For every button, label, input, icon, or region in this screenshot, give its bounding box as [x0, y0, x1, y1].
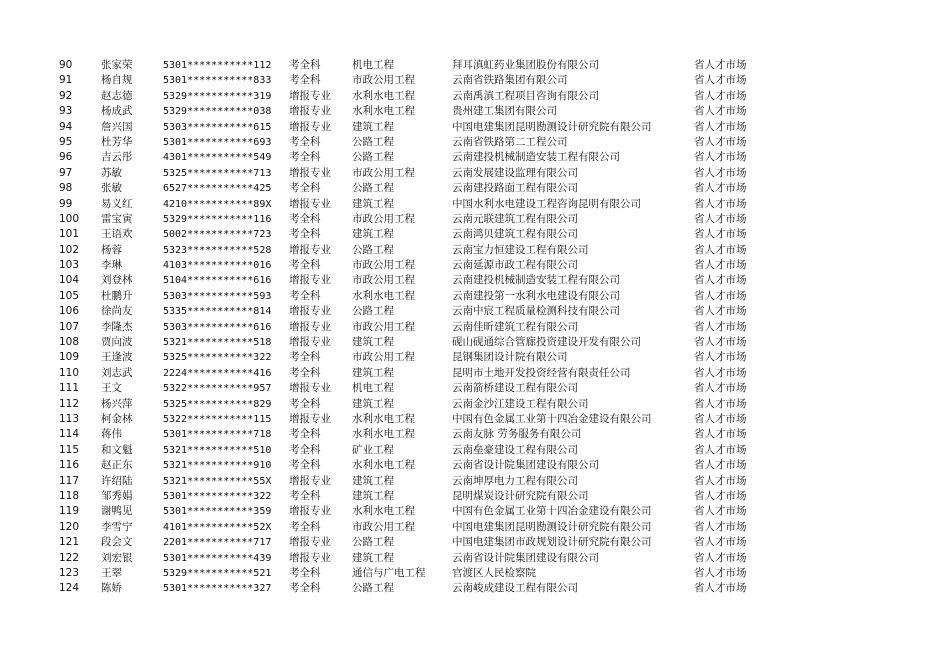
- source: 省人才市场: [694, 243, 747, 256]
- table-row: [0, 58, 936, 73]
- table-row: [0, 412, 936, 427]
- row-number: 103: [59, 259, 80, 272]
- work-unit: 云南延源市政工程有限公司: [452, 259, 578, 272]
- person-name: 李雪宁: [101, 520, 133, 533]
- work-unit: 云南峻成建设工程有限公司: [452, 582, 578, 595]
- major: 建筑工程: [352, 489, 394, 502]
- row-number: 122: [59, 551, 80, 564]
- major: 机电工程: [352, 382, 394, 395]
- major: 水利水电工程: [352, 428, 415, 441]
- exam-type: 考全科: [289, 351, 321, 364]
- id-number: 5329***********116: [163, 213, 272, 225]
- exam-type: 考全科: [289, 74, 321, 87]
- person-name: 蒋伟: [101, 428, 122, 441]
- row-number: 104: [59, 274, 80, 287]
- table-row: [0, 489, 936, 504]
- table-row: [0, 535, 936, 550]
- table-row: [0, 150, 936, 165]
- exam-type: 考全科: [289, 566, 321, 579]
- work-unit: 昆钢集团设计院有限公司: [452, 351, 568, 364]
- id-number: 4101***********52X: [163, 521, 272, 533]
- id-number: 6527***********425: [163, 183, 272, 195]
- row-number: 119: [59, 505, 80, 518]
- id-number: 5335***********814: [163, 306, 272, 318]
- id-number: 5329***********521: [163, 567, 272, 579]
- row-number: 91: [59, 74, 73, 87]
- work-unit: 中国水利水电建设工程咨询昆明有限公司: [452, 197, 641, 210]
- row-number: 118: [59, 489, 80, 502]
- work-unit: 云南鸿贝建筑工程有限公司: [452, 228, 578, 241]
- major: 水利水电工程: [352, 505, 415, 518]
- id-number: 5321***********510: [163, 444, 272, 456]
- exam-type: 考全科: [289, 520, 321, 533]
- person-name: 杨蓉: [101, 243, 122, 256]
- row-number: 110: [59, 366, 80, 379]
- major: 建筑工程: [352, 336, 394, 349]
- exam-type: 考全科: [289, 489, 321, 502]
- source: 省人才市场: [694, 228, 747, 241]
- work-unit: 拜耳滇虹药业集团股份有限公司: [452, 59, 599, 71]
- work-unit: 云南建投机械制造安装工程有限公司: [452, 274, 620, 287]
- source: 省人才市场: [694, 474, 747, 487]
- person-name: 杨自规: [101, 74, 133, 87]
- major: 公路工程: [352, 182, 394, 195]
- exam-type: 考全科: [289, 582, 321, 595]
- table-row: [0, 243, 936, 258]
- id-number: 5329***********038: [163, 106, 272, 118]
- table-row: [0, 397, 936, 412]
- exam-type: 增报专业: [289, 474, 331, 487]
- work-unit: 中国电建集团昆明勘测设计研究院有限公司: [452, 120, 652, 133]
- work-unit: 昆明煤炭设计研究院有限公司: [452, 489, 589, 502]
- source: 省人才市场: [694, 397, 747, 410]
- work-unit: 云南垒豪建设工程有限公司: [452, 443, 578, 456]
- major: 建筑工程: [352, 366, 394, 379]
- row-number: 107: [59, 320, 80, 333]
- exam-type: 增报专业: [289, 536, 331, 549]
- id-number: 5301***********327: [163, 583, 272, 595]
- major: 市政公用工程: [352, 351, 415, 364]
- id-number: 5325***********713: [163, 167, 272, 179]
- table-row: [0, 104, 936, 119]
- source: 省人才市场: [694, 551, 747, 564]
- major: 市政公用工程: [352, 259, 415, 272]
- exam-type: 增报专业: [289, 412, 331, 425]
- person-name: 吉云彤: [101, 151, 133, 164]
- person-name: 刘宏银: [101, 551, 133, 564]
- table-row: [0, 289, 936, 304]
- row-number: 123: [59, 566, 80, 579]
- major: 公路工程: [352, 151, 394, 164]
- row-number: 117: [59, 474, 80, 487]
- exam-type: 考全科: [289, 59, 321, 71]
- row-number: 105: [59, 289, 80, 302]
- id-number: 5104***********616: [163, 275, 272, 287]
- work-unit: 云南佳昕建筑工程有限公司: [452, 320, 578, 333]
- major: 水利水电工程: [352, 412, 415, 425]
- table-row: [0, 381, 936, 396]
- exam-type: 增报专业: [289, 197, 331, 210]
- major: 建筑工程: [352, 120, 394, 133]
- person-name: 王文: [101, 382, 122, 395]
- work-unit: 云南省铁路第二工程公司: [452, 135, 568, 148]
- work-unit: 云南发展建设监理有限公司: [452, 166, 578, 179]
- person-name: 杨兴萍: [101, 397, 133, 410]
- id-number: 5303***********593: [163, 290, 272, 302]
- row-number: 94: [59, 120, 73, 133]
- exam-type: 增报专业: [289, 505, 331, 518]
- major: 水利水电工程: [352, 105, 415, 118]
- person-name: 和文魁: [101, 443, 133, 456]
- work-unit: 中国电建集团市政规划设计研究院有限公司: [452, 536, 652, 549]
- id-number: 5002***********723: [163, 229, 272, 241]
- person-name: 柯金林: [101, 412, 133, 425]
- exam-type: 考全科: [289, 151, 321, 164]
- table-row: [0, 566, 936, 581]
- table-row: [0, 350, 936, 365]
- exam-type: 增报专业: [289, 166, 331, 179]
- person-name: 刘登林: [101, 274, 133, 287]
- row-number: 101: [59, 228, 80, 241]
- source: 省人才市场: [694, 428, 747, 441]
- exam-type: 增报专业: [289, 305, 331, 318]
- exam-type: 考全科: [289, 289, 321, 302]
- work-unit: 中国有色金属工业第十四冶金建设有限公司: [452, 505, 652, 518]
- work-unit: 云南建投第一水利水电建设有限公司: [452, 289, 620, 302]
- source: 省人才市场: [694, 536, 747, 549]
- source: 省人才市场: [694, 459, 747, 472]
- major: 机电工程: [352, 59, 394, 71]
- table-row: [0, 166, 936, 181]
- person-name: 邹秀娟: [101, 489, 133, 502]
- person-name: 王语欢: [101, 228, 133, 241]
- table-row: [0, 89, 936, 104]
- table-row: [0, 366, 936, 381]
- person-name: 赵志德: [101, 89, 133, 102]
- id-number: 2224***********416: [163, 367, 272, 379]
- major: 市政公用工程: [352, 212, 415, 225]
- work-unit: 贵州建工集团有限公司: [452, 105, 557, 118]
- row-number: 93: [59, 105, 73, 118]
- person-name: 段会文: [101, 536, 133, 549]
- row-number: 102: [59, 243, 80, 256]
- row-number: 108: [59, 336, 80, 349]
- source: 省人才市场: [694, 289, 747, 302]
- id-number: 5322***********957: [163, 383, 272, 395]
- major: 市政公用工程: [352, 74, 415, 87]
- work-unit: 云南省设计院集团建设有限公司: [452, 551, 599, 564]
- source: 省人才市场: [694, 59, 747, 71]
- work-unit: 云南建投机械制造安装工程有限公司: [452, 151, 620, 164]
- table-row: [0, 320, 936, 335]
- major: 水利水电工程: [352, 289, 415, 302]
- id-number: 5321***********55X: [163, 475, 272, 487]
- table-row: [0, 258, 936, 273]
- exam-type: 增报专业: [289, 551, 331, 564]
- id-number: 5301***********718: [163, 429, 272, 441]
- major: 建筑工程: [352, 397, 394, 410]
- source: 省人才市场: [694, 351, 747, 364]
- work-unit: 云南箭桥建设工程有限公司: [452, 382, 578, 395]
- row-number: 98: [59, 182, 73, 195]
- row-number: 100: [59, 212, 80, 225]
- source: 省人才市场: [694, 151, 747, 164]
- person-name: 杜芳华: [101, 135, 133, 148]
- table-row: [0, 120, 936, 135]
- source: 省人才市场: [694, 382, 747, 395]
- exam-type: 考全科: [289, 228, 321, 241]
- person-name: 苏敏: [101, 166, 122, 179]
- work-unit: 云南坤厚电力工程有限公司: [452, 474, 578, 487]
- major: 建筑工程: [352, 197, 394, 210]
- major: 矿业工程: [352, 443, 394, 456]
- work-unit: 昆明市土地开发投资经营有限责任公司: [452, 366, 631, 379]
- exam-type: 增报专业: [289, 274, 331, 287]
- row-number: 99: [59, 197, 73, 210]
- id-number: 4103***********016: [163, 260, 272, 272]
- source: 省人才市场: [694, 74, 747, 87]
- exam-type: 增报专业: [289, 336, 331, 349]
- table-row: [0, 273, 936, 288]
- table-row: [0, 458, 936, 473]
- id-number: 5301***********112: [163, 60, 272, 71]
- major: 公路工程: [352, 135, 394, 148]
- person-name: 李琳: [101, 259, 122, 272]
- person-name: 雷宝寅: [101, 212, 133, 225]
- work-unit: 云南中宸工程质量检测科技有限公司: [452, 305, 620, 318]
- exam-type: 增报专业: [289, 382, 331, 395]
- major: 市政公用工程: [352, 166, 415, 179]
- work-unit: 中国电建集团昆明勘测设计研究院有限公司: [452, 520, 652, 533]
- row-number: 106: [59, 305, 80, 318]
- id-number: 5301***********322: [163, 490, 272, 502]
- id-number: 5301***********439: [163, 552, 272, 564]
- source: 省人才市场: [694, 582, 747, 595]
- exam-type: 考全科: [289, 135, 321, 148]
- person-name: 陈娇: [101, 582, 122, 595]
- work-unit: 云南建投路面工程有限公司: [452, 182, 578, 195]
- source: 省人才市场: [694, 566, 747, 579]
- table-row: [0, 335, 936, 350]
- id-number: 5303***********616: [163, 321, 272, 333]
- id-number: 5321***********518: [163, 337, 272, 349]
- source: 省人才市场: [694, 366, 747, 379]
- row-number: 114: [59, 428, 80, 441]
- row-number: 96: [59, 151, 73, 164]
- major: 水利水电工程: [352, 459, 415, 472]
- work-unit: 云南友脉 劳务服务有限公司: [452, 428, 582, 441]
- source: 省人才市场: [694, 89, 747, 102]
- major: 公路工程: [352, 305, 394, 318]
- exam-type: 增报专业: [289, 105, 331, 118]
- table-row: [0, 181, 936, 196]
- table-row: [0, 227, 936, 242]
- exam-type: 考全科: [289, 182, 321, 195]
- major: 市政公用工程: [352, 320, 415, 333]
- table-row: [0, 504, 936, 519]
- id-number: 5323***********528: [163, 244, 272, 256]
- major: 建筑工程: [352, 474, 394, 487]
- work-unit: 云南省铁路集团有限公司: [452, 74, 568, 87]
- source: 省人才市场: [694, 412, 747, 425]
- source: 省人才市场: [694, 305, 747, 318]
- person-name: 易义红: [101, 197, 133, 210]
- row-number: 113: [59, 412, 80, 425]
- source: 省人才市场: [694, 166, 747, 179]
- exam-type: 增报专业: [289, 89, 331, 102]
- id-number: 5301***********359: [163, 506, 272, 518]
- source: 省人才市场: [694, 274, 747, 287]
- source: 省人才市场: [694, 182, 747, 195]
- id-number: 5303***********615: [163, 121, 272, 133]
- table-row: [0, 443, 936, 458]
- exam-type: 考全科: [289, 459, 321, 472]
- id-number: 5329***********319: [163, 90, 272, 102]
- work-unit: 云南宝力恒建设工程有限公司: [452, 243, 589, 256]
- source: 省人才市场: [694, 336, 747, 349]
- exam-type: 增报专业: [289, 243, 331, 256]
- work-unit: 官渡区人民检察院: [452, 566, 536, 579]
- major: 建筑工程: [352, 551, 394, 564]
- id-number: 5325***********322: [163, 352, 272, 364]
- person-name: 刘志武: [101, 366, 133, 379]
- row-number: 124: [59, 582, 80, 595]
- table-row: [0, 212, 936, 227]
- table-row: [0, 427, 936, 442]
- exam-type: 增报专业: [289, 120, 331, 133]
- table-row: [0, 474, 936, 489]
- source: 省人才市场: [694, 520, 747, 533]
- person-name: 王翠: [101, 566, 122, 579]
- row-number: 120: [59, 520, 80, 533]
- row-number: 112: [59, 397, 80, 410]
- id-number: 5325***********829: [163, 398, 272, 410]
- table-row: [0, 197, 936, 212]
- table-row: [0, 73, 936, 88]
- person-name: 许绍陆: [101, 474, 133, 487]
- major: 通信与广电工程: [352, 566, 426, 579]
- person-name: 詹兴国: [101, 120, 133, 133]
- id-number: 5321***********910: [163, 460, 272, 472]
- source: 省人才市场: [694, 259, 747, 272]
- major: 市政公用工程: [352, 520, 415, 533]
- exam-type: 增报专业: [289, 320, 331, 333]
- person-name: 贾向波: [101, 336, 133, 349]
- id-number: 4210***********89X: [163, 198, 272, 210]
- person-name: 杜鹏升: [101, 289, 133, 302]
- source: 省人才市场: [694, 105, 747, 118]
- row-number: 95: [59, 135, 73, 148]
- exam-type: 考全科: [289, 443, 321, 456]
- work-unit: 云南禹滇工程项目咨询有限公司: [452, 89, 599, 102]
- major: 公路工程: [352, 243, 394, 256]
- work-unit: 云南元联建筑工程有限公司: [452, 212, 578, 225]
- id-number: 2201***********717: [163, 537, 272, 549]
- source: 省人才市场: [694, 197, 747, 210]
- id-number: 5322***********115: [163, 413, 272, 425]
- table-row: [0, 135, 936, 150]
- major: 水利水电工程: [352, 89, 415, 102]
- row-number: 115: [59, 443, 80, 456]
- person-name: 张敏: [101, 182, 122, 195]
- exam-type: 考全科: [289, 259, 321, 272]
- exam-type: 考全科: [289, 212, 321, 225]
- table-row: [0, 551, 936, 566]
- id-number: 4301***********549: [163, 152, 272, 164]
- person-name: 谢鸭见: [101, 505, 133, 518]
- exam-type: 考全科: [289, 397, 321, 410]
- table-row: [0, 520, 936, 535]
- person-name: 李隆杰: [101, 320, 133, 333]
- id-number: 5301***********693: [163, 136, 272, 148]
- work-unit: 砚山砚通综合管廊投资建设开发有限公司: [452, 336, 641, 349]
- row-number: 92: [59, 89, 73, 102]
- source: 省人才市场: [694, 443, 747, 456]
- source: 省人才市场: [694, 135, 747, 148]
- source: 省人才市场: [694, 505, 747, 518]
- exam-type: 考全科: [289, 428, 321, 441]
- table-row: [0, 304, 936, 319]
- row-number: 111: [59, 382, 80, 395]
- source: 省人才市场: [694, 489, 747, 502]
- source: 省人才市场: [694, 120, 747, 133]
- work-unit: 中国有色金属工业第十四冶金建设有限公司: [452, 412, 652, 425]
- work-unit: 云南省设计院集团建设有限公司: [452, 459, 599, 472]
- person-name: 王逢波: [101, 351, 133, 364]
- row-number: 116: [59, 459, 80, 472]
- table-row: [0, 581, 936, 596]
- row-number: 109: [59, 351, 80, 364]
- id-number: 5301***********833: [163, 75, 272, 87]
- major: 公路工程: [352, 536, 394, 549]
- source: 省人才市场: [694, 320, 747, 333]
- row-number: 97: [59, 166, 73, 179]
- person-name: 徐尚友: [101, 305, 133, 318]
- person-name: 张家荣: [101, 59, 133, 71]
- exam-type: 考全科: [289, 366, 321, 379]
- work-unit: 云南金沙江建设工程有限公司: [452, 397, 589, 410]
- source: 省人才市场: [694, 212, 747, 225]
- major: 公路工程: [352, 582, 394, 595]
- major: 市政公用工程: [352, 274, 415, 287]
- row-number: 90: [59, 59, 73, 71]
- person-name: 赵正东: [101, 459, 133, 472]
- row-number: 121: [59, 536, 80, 549]
- person-name: 杨成武: [101, 105, 133, 118]
- candidate-table: [0, 58, 936, 597]
- major: 建筑工程: [352, 228, 394, 241]
